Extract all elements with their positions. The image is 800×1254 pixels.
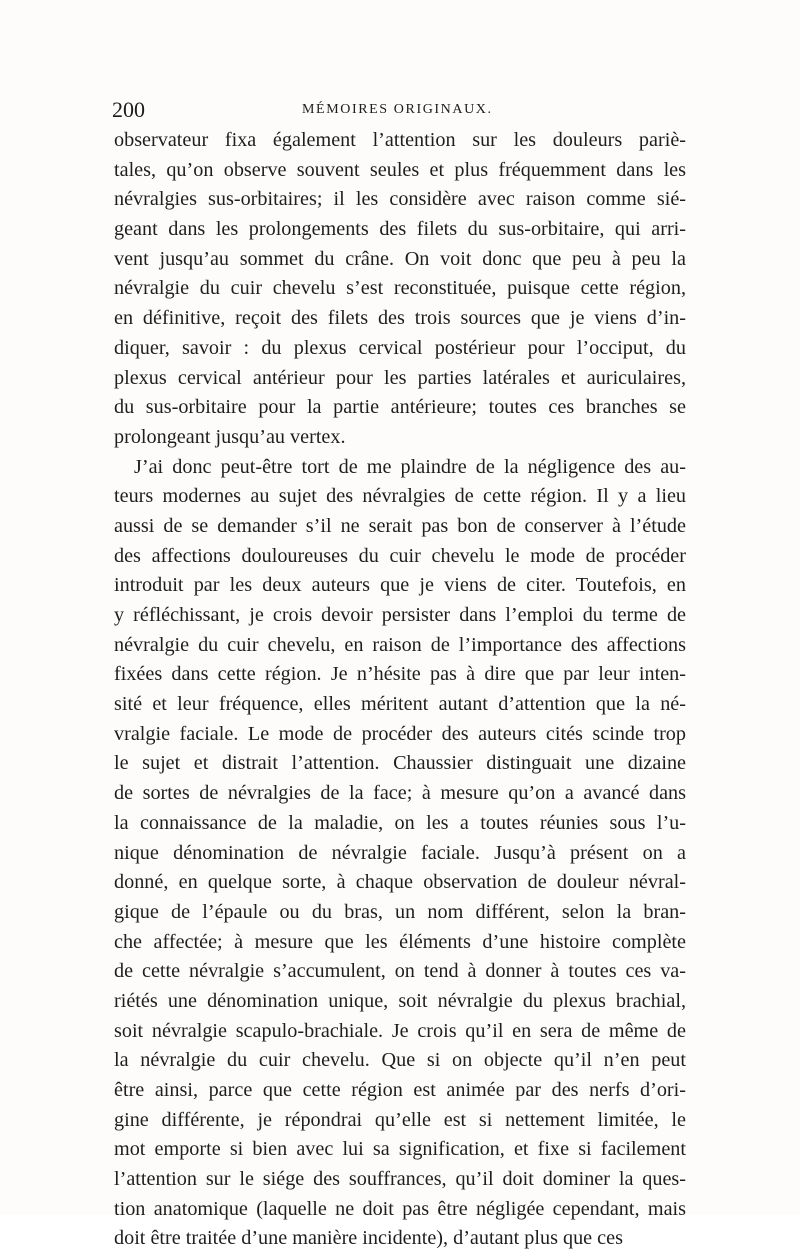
text-line: doit être traitée d’une manière incidente), d’autant plus que ces	[114, 1227, 623, 1250]
paragraph	[114, 453, 686, 1254]
paragraph	[114, 126, 686, 453]
body-text	[114, 126, 686, 1254]
text-line: teurs modernes au sujet des névralgies de cette région. Il y a lieu	[114, 485, 686, 508]
text-line: vent jusqu’au sommet du crâne. On voit donc que peu à peu la	[114, 247, 686, 270]
text-line: diquer, savoir : du plexus cervical postérieur pour l’occiput, du	[114, 336, 686, 359]
text-line: de cette névralgie s’accumulent, on tend à donner à toutes ces va-	[114, 960, 686, 983]
text-line: du sus-orbitaire pour la partie antérieure; toutes ces branches se	[114, 396, 686, 419]
page-header	[112, 97, 690, 121]
text-line: de sortes de névralgies de la face; à mesure qu’on a avancé dans	[114, 782, 686, 805]
text-line: sité et leur fréquence, elles méritent autant d’attention que la né-	[114, 693, 686, 716]
text-line: des affections douloureuses du cuir chevelu le mode de procéder	[114, 544, 686, 567]
text-line: gine différente, je répondrai qu’elle est si nettement limitée, le	[114, 1108, 686, 1131]
text-line: aussi de se demander s’il ne serait pas bon de conserver à l’étude	[114, 514, 686, 537]
text-line: la névralgie du cuir chevelu. Que si on objecte qu’il n’en peut	[114, 1049, 686, 1072]
text-line: l’attention sur le siége des souffrances, qu’il doit dominer la ques-	[114, 1168, 686, 1191]
text-line: tion anatomique (laquelle ne doit pas être négligée cependant, mais	[114, 1197, 686, 1220]
text-line: en définitive, reçoit des filets des trois sources que je viens d’in-	[114, 307, 686, 330]
text-line: introduit par les deux auteurs que je viens de citer. Toutefois, en	[114, 574, 686, 597]
text-line: névralgie du cuir chevelu, en raison de l’importance des affections	[114, 633, 686, 656]
text-line: vralgie faciale. Le mode de procéder des auteurs cités scinde trop	[114, 722, 686, 745]
text-line: névralgies sus-orbitaires; il les considère avec raison comme sié-	[114, 188, 686, 211]
text-line: être ainsi, parce que cette région est animée par des nerfs d’ori-	[114, 1079, 686, 1101]
running-head: MÉMOIRES ORIGINAUX.	[302, 102, 493, 117]
text-line: plexus cervical antérieur pour les parties latérales et auriculaires,	[114, 366, 686, 389]
text-line: névralgie du cuir chevelu s’est reconstituée, puisque cette région,	[114, 277, 686, 300]
text-line: fixées dans cette région. Je n’hésite pas à dire que par leur inten-	[114, 663, 686, 686]
text-line: geant dans les prolongements des filets du sus-orbitaire, qui arri-	[114, 218, 686, 241]
text-line: le sujet et distrait l’attention. Chaussier distinguait une dizaine	[114, 752, 686, 775]
text-line: che affectée; à mesure que les éléments d’une histoire complète	[114, 930, 686, 953]
text-line: soit névralgie scapulo-brachiale. Je crois qu’il en sera de même de	[114, 1019, 686, 1042]
text-line: mot emporte si bien avec lui sa signification, et fixe si facilement	[114, 1138, 686, 1161]
text-line: prolongeant jusqu’au vertex.	[114, 425, 346, 448]
text-line: y réfléchissant, je crois devoir persister dans l’emploi du terme de	[114, 604, 686, 626]
text-line: riétés une dénomination unique, soit névralgie du plexus brachial,	[114, 989, 686, 1012]
text-line: J’ai donc peut-être tort de me plaindre de la négligence des au-	[134, 455, 686, 478]
text-line: tales, qu’on observe souvent seules et plus fréquemment dans les	[114, 158, 686, 181]
text-line: nique dénomination de névralgie faciale. Jusqu’à présent on a	[114, 841, 686, 864]
text-line: observateur fixa également l’attention sur les douleurs pariè-	[114, 129, 686, 151]
text-line: la connaissance de la maladie, on les a toutes réunies sous l’u-	[114, 811, 686, 834]
text-line: donné, en quelque sorte, à chaque observation de douleur névral-	[114, 871, 686, 894]
text-line: gique de l’épaule ou du bras, un nom différent, selon la bran-	[114, 900, 686, 923]
page-number: 200	[112, 97, 145, 122]
